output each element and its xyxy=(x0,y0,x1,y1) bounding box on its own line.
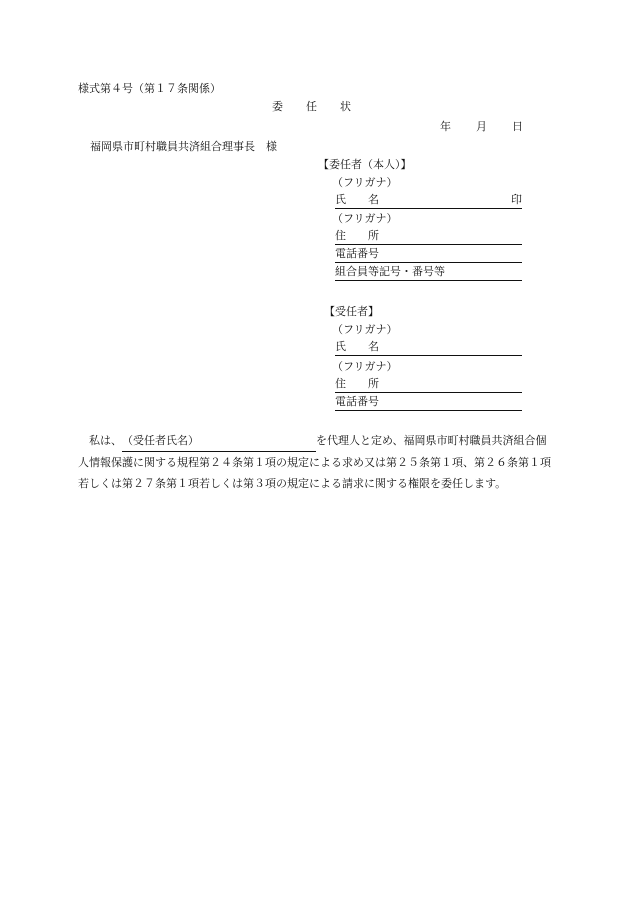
form-number: 様式第４号（第１７条関係） xyxy=(78,82,221,95)
principal-furigana-address: （フリガナ） xyxy=(332,212,398,225)
principal-member-field[interactable] xyxy=(335,265,522,281)
principal-phone-label: 電話番号 xyxy=(335,247,379,260)
seal-mark: 印 xyxy=(511,193,522,206)
agent-address-field[interactable] xyxy=(335,377,522,393)
agent-phone-field[interactable] xyxy=(335,395,522,411)
principal-phone-field[interactable] xyxy=(335,247,522,263)
agent-phone-label: 電話番号 xyxy=(335,395,379,408)
date-month: 月 xyxy=(476,120,487,133)
page-title: 委 任 状 xyxy=(272,100,357,113)
statement-text: を代理人と定め、福岡県市町村職員共済組合個人情報保護に関する規程第２４条第１項の規定による求め又は第２５条第１項、第２６条第１項若しくは第２７条第１項若しくは第３項の規定による請求に関する権限を委任します。 xyxy=(78,434,551,490)
agent-name-blank-label: （受任者氏名） xyxy=(122,434,199,447)
agent-name-label: 氏 名 xyxy=(335,340,379,353)
addressee: 福岡県市町村職員共済組合理事長 様 xyxy=(90,140,277,153)
principal-name-field[interactable] xyxy=(335,193,522,209)
agent-furigana-address: （フリガナ） xyxy=(332,360,398,373)
agent-header: 【受任者】 xyxy=(324,305,379,318)
principal-address-label: 住 所 xyxy=(335,229,379,242)
statement-prefix: 私は、 xyxy=(78,434,122,447)
delegation-statement xyxy=(78,430,556,494)
principal-header: 【委任者（本人）】 xyxy=(318,158,412,171)
principal-name-label: 氏 名 xyxy=(335,193,379,206)
principal-member-label: 組合員等記号・番号等 xyxy=(335,265,445,278)
agent-name-field[interactable] xyxy=(335,340,522,356)
principal-address-field[interactable] xyxy=(335,229,522,245)
agent-furigana-name: （フリガナ） xyxy=(332,323,398,336)
agent-name-blank[interactable] xyxy=(122,430,316,452)
date-year: 年 xyxy=(440,120,451,133)
date-day: 日 xyxy=(512,120,523,133)
agent-address-label: 住 所 xyxy=(335,377,379,390)
principal-furigana-name: （フリガナ） xyxy=(332,176,398,189)
